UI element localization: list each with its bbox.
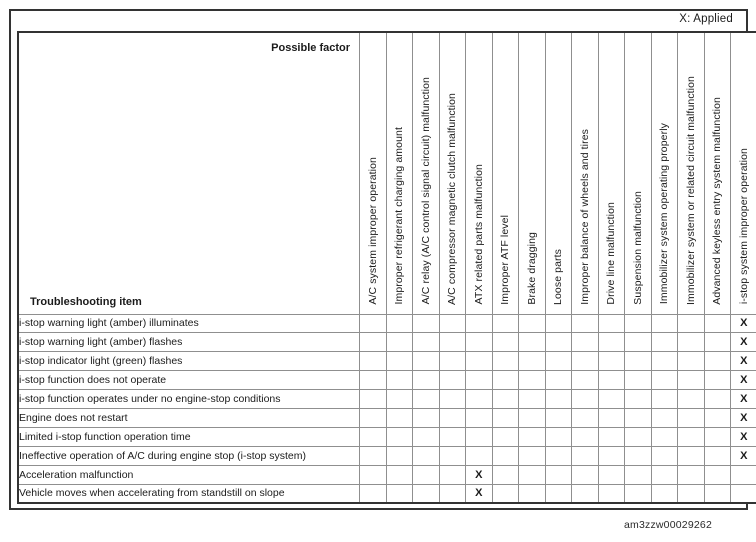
factor-label: ATX related parts malfunction	[472, 164, 485, 305]
empty-cell	[572, 371, 599, 390]
empty-cell	[651, 352, 678, 371]
header-row	[18, 32, 756, 314]
empty-cell	[492, 314, 519, 333]
empty-cell	[360, 390, 387, 409]
empty-cell	[704, 390, 731, 409]
troubleshooting-item-label: Troubleshooting item	[30, 295, 142, 308]
empty-cell	[413, 408, 440, 427]
empty-cell	[598, 446, 625, 465]
empty-cell	[439, 446, 466, 465]
empty-cell	[545, 484, 572, 503]
empty-cell	[439, 408, 466, 427]
empty-cell	[704, 333, 731, 352]
empty-cell	[386, 484, 413, 503]
factor-label: Improper ATF level	[499, 214, 511, 305]
empty-cell	[386, 465, 413, 484]
troubleshooting-item: Limited i-stop function operation time	[18, 427, 360, 446]
empty-cell	[651, 446, 678, 465]
empty-cell	[545, 427, 572, 446]
empty-cell	[492, 371, 519, 390]
empty-cell	[519, 408, 546, 427]
empty-cell	[492, 352, 519, 371]
table-row	[18, 352, 756, 371]
empty-cell	[625, 390, 652, 409]
empty-cell	[651, 465, 678, 484]
empty-cell	[572, 427, 599, 446]
empty-cell	[386, 371, 413, 390]
table-row	[18, 314, 756, 333]
empty-cell	[704, 446, 731, 465]
empty-cell	[572, 408, 599, 427]
empty-cell	[678, 352, 705, 371]
empty-cell	[413, 333, 440, 352]
applied-mark-cell: X	[731, 390, 756, 409]
empty-cell	[678, 371, 705, 390]
legend-applied-note: X: Applied	[679, 13, 733, 25]
empty-cell	[625, 465, 652, 484]
empty-cell	[439, 427, 466, 446]
empty-cell	[651, 427, 678, 446]
factor-column-header	[413, 32, 440, 314]
empty-cell	[386, 427, 413, 446]
empty-cell	[678, 484, 705, 503]
empty-cell	[731, 484, 756, 503]
table-row	[18, 427, 756, 446]
empty-cell	[704, 314, 731, 333]
empty-cell	[704, 408, 731, 427]
empty-cell	[731, 465, 756, 484]
empty-cell	[625, 371, 652, 390]
possible-factor-label: Possible factor	[271, 42, 350, 54]
empty-cell	[492, 484, 519, 503]
empty-cell	[625, 427, 652, 446]
empty-cell	[413, 390, 440, 409]
empty-cell	[386, 352, 413, 371]
factor-column-header	[704, 32, 731, 314]
empty-cell	[519, 427, 546, 446]
factor-column-header	[651, 32, 678, 314]
empty-cell	[545, 465, 572, 484]
empty-cell	[360, 314, 387, 333]
factor-label: Immobilizer system operating properly	[658, 123, 670, 305]
empty-cell	[678, 465, 705, 484]
troubleshooting-item: Acceleration malfunction	[18, 465, 360, 484]
troubleshooting-item: Engine does not restart	[18, 408, 360, 427]
factor-column-header	[386, 32, 413, 314]
applied-mark-cell: X	[731, 352, 756, 371]
empty-cell	[625, 314, 652, 333]
empty-cell	[651, 408, 678, 427]
empty-cell	[545, 333, 572, 352]
empty-cell	[466, 390, 493, 409]
empty-cell	[439, 484, 466, 503]
empty-cell	[386, 314, 413, 333]
empty-cell	[492, 465, 519, 484]
factor-label: A/C relay (A/C control signal circuit) malfunction	[419, 77, 432, 305]
empty-cell	[704, 427, 731, 446]
empty-cell	[651, 333, 678, 352]
empty-cell	[704, 371, 731, 390]
empty-cell	[519, 333, 546, 352]
empty-cell	[598, 390, 625, 409]
empty-cell	[545, 371, 572, 390]
empty-cell	[386, 390, 413, 409]
troubleshooting-item: i-stop function operates under no engine-stop conditions	[18, 390, 360, 409]
factor-column-header	[545, 32, 572, 314]
empty-cell	[466, 371, 493, 390]
empty-cell	[545, 314, 572, 333]
empty-cell	[492, 427, 519, 446]
empty-cell	[598, 408, 625, 427]
factor-column-header	[360, 32, 387, 314]
empty-cell	[439, 465, 466, 484]
empty-cell	[519, 314, 546, 333]
empty-cell	[360, 371, 387, 390]
empty-cell	[519, 390, 546, 409]
empty-cell	[439, 371, 466, 390]
empty-cell	[651, 484, 678, 503]
empty-cell	[360, 484, 387, 503]
factor-column-header	[492, 32, 519, 314]
empty-cell	[492, 408, 519, 427]
table-row	[18, 408, 756, 427]
empty-cell	[466, 333, 493, 352]
table-row	[18, 390, 756, 409]
empty-cell	[413, 314, 440, 333]
troubleshooting-item: i-stop warning light (amber) flashes	[18, 333, 360, 352]
empty-cell	[360, 465, 387, 484]
empty-cell	[519, 446, 546, 465]
matrix-body	[18, 314, 756, 503]
empty-cell	[572, 465, 599, 484]
table-row	[18, 371, 756, 390]
empty-cell	[413, 371, 440, 390]
empty-cell	[572, 390, 599, 409]
factor-column-header	[678, 32, 705, 314]
empty-cell	[625, 352, 652, 371]
empty-cell	[519, 371, 546, 390]
factor-label: Drive line malfunction	[605, 201, 617, 305]
empty-cell	[492, 333, 519, 352]
empty-cell	[492, 390, 519, 409]
empty-cell	[439, 333, 466, 352]
empty-cell	[678, 333, 705, 352]
empty-cell	[545, 390, 572, 409]
factor-label: A/C system improper operation	[366, 156, 379, 305]
empty-cell	[466, 408, 493, 427]
applied-mark-cell: X	[731, 371, 756, 390]
empty-cell	[545, 352, 572, 371]
empty-cell	[598, 314, 625, 333]
factor-column-header	[519, 32, 546, 314]
empty-cell	[651, 314, 678, 333]
empty-cell	[413, 446, 440, 465]
applied-mark-cell: X	[731, 314, 756, 333]
troubleshooting-item: Vehicle moves when accelerating from standstill on slope	[18, 484, 360, 503]
empty-cell	[598, 352, 625, 371]
empty-cell	[598, 333, 625, 352]
empty-cell	[360, 427, 387, 446]
empty-cell	[519, 465, 546, 484]
empty-cell	[439, 390, 466, 409]
table-row	[18, 333, 756, 352]
factor-label: Brake dragging	[525, 231, 538, 305]
empty-cell	[386, 408, 413, 427]
table-row	[18, 446, 756, 465]
empty-cell	[439, 314, 466, 333]
empty-cell	[572, 333, 599, 352]
empty-cell	[519, 352, 546, 371]
applied-mark-cell: X	[731, 427, 756, 446]
empty-cell	[466, 314, 493, 333]
factor-label: Improper refrigerant charging amount	[393, 126, 405, 305]
empty-cell	[625, 333, 652, 352]
factor-column-header	[572, 32, 599, 314]
applied-mark-cell: X	[466, 465, 493, 484]
factor-column-header	[439, 32, 466, 314]
empty-cell	[625, 408, 652, 427]
corner-header-cell	[18, 32, 360, 314]
empty-cell	[678, 390, 705, 409]
empty-cell	[386, 333, 413, 352]
troubleshooting-item: i-stop function does not operate	[18, 371, 360, 390]
empty-cell	[678, 446, 705, 465]
empty-cell	[545, 408, 572, 427]
matrix-header	[18, 32, 756, 314]
empty-cell	[466, 352, 493, 371]
factor-label: Advanced keyless entry system malfunction	[711, 96, 723, 305]
factor-label: i-stop system improper operation	[737, 148, 750, 305]
empty-cell	[598, 427, 625, 446]
empty-cell	[572, 314, 599, 333]
factor-column-header	[731, 32, 756, 314]
empty-cell	[492, 446, 519, 465]
empty-cell	[704, 352, 731, 371]
table-row	[18, 465, 756, 484]
figure-reference-code: am3zzw00029262	[623, 519, 712, 531]
factor-label: Immobilizer system or related circuit malfunction	[684, 75, 697, 305]
factor-column-header	[466, 32, 493, 314]
empty-cell	[651, 371, 678, 390]
empty-cell	[678, 427, 705, 446]
empty-cell	[704, 484, 731, 503]
empty-cell	[572, 352, 599, 371]
empty-cell	[360, 408, 387, 427]
empty-cell	[413, 352, 440, 371]
table-row	[18, 484, 756, 503]
troubleshooting-item: Ineffective operation of A/C during engine stop (i-stop system)	[18, 446, 360, 465]
empty-cell	[413, 484, 440, 503]
empty-cell	[572, 484, 599, 503]
applied-mark-cell: X	[731, 408, 756, 427]
empty-cell	[360, 333, 387, 352]
applied-mark-cell: X	[731, 333, 756, 352]
factor-label: A/C compressor magnetic clutch malfunction	[446, 92, 458, 305]
empty-cell	[386, 446, 413, 465]
troubleshooting-matrix-table	[17, 31, 756, 504]
empty-cell	[439, 352, 466, 371]
diagram-frame	[9, 9, 748, 510]
empty-cell	[678, 314, 705, 333]
empty-cell	[466, 446, 493, 465]
empty-cell	[413, 465, 440, 484]
factor-column-header	[598, 32, 625, 314]
empty-cell	[466, 427, 493, 446]
applied-mark-cell: X	[731, 446, 756, 465]
empty-cell	[360, 352, 387, 371]
factor-label: Improper balance of wheels and tires	[578, 128, 591, 305]
empty-cell	[545, 446, 572, 465]
empty-cell	[598, 371, 625, 390]
empty-cell	[598, 484, 625, 503]
applied-mark-cell: X	[466, 484, 493, 503]
empty-cell	[360, 446, 387, 465]
factor-label: Suspension malfunction	[631, 190, 644, 305]
factor-label: Loose parts	[552, 248, 564, 305]
troubleshooting-item: i-stop indicator light (green) flashes	[18, 352, 360, 371]
empty-cell	[625, 484, 652, 503]
empty-cell	[678, 408, 705, 427]
empty-cell	[651, 390, 678, 409]
empty-cell	[413, 427, 440, 446]
empty-cell	[598, 465, 625, 484]
factor-column-header	[625, 32, 652, 314]
troubleshooting-item: i-stop warning light (amber) illuminates	[18, 314, 360, 333]
empty-cell	[519, 484, 546, 503]
empty-cell	[625, 446, 652, 465]
empty-cell	[572, 446, 599, 465]
empty-cell	[704, 465, 731, 484]
